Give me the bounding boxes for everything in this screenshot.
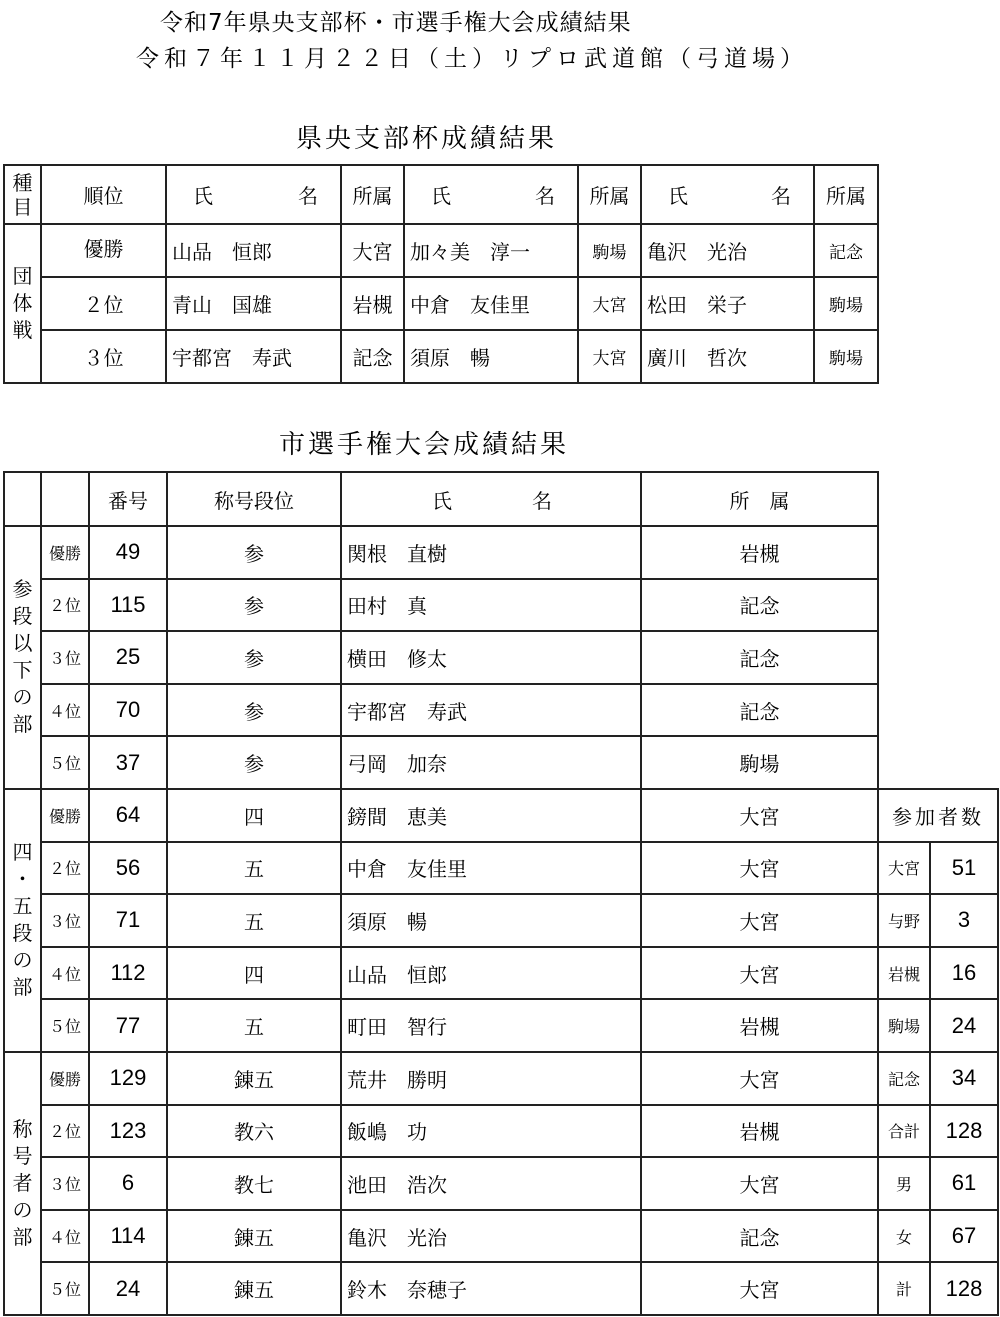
header-name: 氏 名 [404,165,578,224]
header-name: 氏 名 [166,165,341,224]
table-row [4,999,998,1052]
name: 亀沢 光治 [341,1210,641,1263]
name: 弓岡 加奈 [341,736,641,789]
grade: 四 [167,789,341,842]
name: 田村 真 [341,579,641,632]
participants-value: 16 [930,947,998,1000]
document-title: 令和7年県央支部杯・市選手権大会成績結果 [160,10,632,36]
number: 123 [89,1105,167,1158]
header-division [4,472,41,526]
affiliation: 大宮 [641,789,878,842]
affiliation: 大宮 [641,894,878,947]
header-grade: 称号段位 [167,472,341,526]
table-row [4,1052,998,1105]
name: 宇都宮 寿武 [341,684,641,737]
number: 49 [89,526,167,579]
header-affiliation: 所 属 [641,472,878,526]
grade: 五 [167,999,341,1052]
name: 鎊間 恵美 [341,789,641,842]
number: 112 [89,947,167,1000]
member-affiliation: 記念 [341,330,404,383]
grade: 四 [167,947,341,1000]
number: 6 [89,1157,167,1210]
header-rank [41,472,89,526]
table-row [4,842,998,895]
participants-value: 67 [930,1210,998,1263]
affiliation: 記念 [641,684,878,737]
header-affiliation: 所属 [578,165,641,224]
member-name: 宇都宮 寿武 [166,330,341,383]
member-name: 青山 国雄 [166,277,341,330]
member-name: 山品 恒郎 [166,224,341,277]
member-affiliation: 大宮 [578,330,641,383]
rank: ３位 [41,894,89,947]
affiliation: 大宮 [641,947,878,1000]
rank: ２位 [41,842,89,895]
rank: ５位 [41,1262,89,1315]
affiliation: 記念 [641,631,878,684]
member-affiliation: 記念 [814,224,878,277]
number: 129 [89,1052,167,1105]
table-row [4,277,878,330]
category-team-event: 団 体 戦 [4,224,41,383]
grade: 参 [167,631,341,684]
number: 25 [89,631,167,684]
participants-value: 128 [930,1105,998,1158]
participants-label: 大宮 [878,842,930,895]
division-label: 称 号 者 の 部 [4,1052,41,1315]
member-name: 廣川 哲次 [641,330,814,383]
member-name: 亀沢 光治 [641,224,814,277]
table-row [4,330,878,383]
rank: 優勝 [41,224,166,277]
number: 64 [89,789,167,842]
number: 71 [89,894,167,947]
participants-label: 計 [878,1262,930,1315]
affiliation: 大宮 [641,1157,878,1210]
rank: 優勝 [41,789,89,842]
member-affiliation: 駒場 [814,330,878,383]
affiliation: 岩槻 [641,1105,878,1158]
rank: ３位 [41,1157,89,1210]
participants-label: 与野 [878,894,930,947]
name: 須原 暢 [341,894,641,947]
table-row [4,1210,998,1263]
team-cup-header-row [4,165,878,224]
participants-value: 51 [930,842,998,895]
grade: 参 [167,684,341,737]
member-affiliation: 岩槻 [341,277,404,330]
participants-label: 合計 [878,1105,930,1158]
table-row [4,789,998,842]
participants-label: 駒場 [878,999,930,1052]
table-row [4,1157,998,1210]
grade: 参 [167,579,341,632]
affiliation: 記念 [641,579,878,632]
number: 37 [89,736,167,789]
header-rank: 順位 [41,165,166,224]
name: 山品 恒郎 [341,947,641,1000]
participants-label: 記念 [878,1052,930,1105]
table-row [4,224,878,277]
rank: ３位 [41,631,89,684]
member-name: 松田 栄子 [641,277,814,330]
affiliation: 岩槻 [641,526,878,579]
division-label: 四 ・ 五 段 の 部 [4,789,41,1052]
participants-label: 男 [878,1157,930,1210]
grade: 参 [167,736,341,789]
participants-title: 参加者数 [878,789,998,842]
rank: ４位 [41,947,89,1000]
team-cup-title: 県央支部杯成績結果 [296,124,558,154]
member-name: 加々美 淳一 [404,224,578,277]
affiliation: 大宮 [641,1262,878,1315]
member-affiliation: 駒場 [578,224,641,277]
grade: 錬五 [167,1210,341,1263]
number: 56 [89,842,167,895]
name: 町田 智行 [341,999,641,1052]
name: 荒井 勝明 [341,1052,641,1105]
participants-value: 128 [930,1262,998,1315]
table-row [4,1105,998,1158]
name: 関根 直樹 [341,526,641,579]
number: 70 [89,684,167,737]
header-name: 氏 名 [341,472,641,526]
member-affiliation: 大宮 [578,277,641,330]
rank: ５位 [41,736,89,789]
name: 飯嶋 功 [341,1105,641,1158]
affiliation: 駒場 [641,736,878,789]
member-name: 須原 暢 [404,330,578,383]
header-affiliation: 所属 [814,165,878,224]
name: 横田 修太 [341,631,641,684]
affiliation: 岩槻 [641,999,878,1052]
grade: 五 [167,842,341,895]
rank: ４位 [41,1210,89,1263]
grade: 教七 [167,1157,341,1210]
grade: 五 [167,894,341,947]
participants-value: 24 [930,999,998,1052]
city-header-row [4,472,998,526]
rank: ５位 [41,999,89,1052]
rank: ２位 [41,1105,89,1158]
header-name: 氏 名 [641,165,814,224]
rank: 優勝 [41,1052,89,1105]
header-category: 種 目 [4,165,41,224]
grade: 参 [167,526,341,579]
participants-value: 3 [930,894,998,947]
affiliation: 記念 [641,1210,878,1263]
table-row [4,526,998,579]
participants-label: 岩槻 [878,947,930,1000]
table-row [4,1262,998,1315]
number: 77 [89,999,167,1052]
rank: 優勝 [41,526,89,579]
event-date-venue: 令和７年１１月２２日（土）リプロ武道館（弓道場） [136,46,808,72]
participants-value: 61 [930,1157,998,1210]
division-label: 参 段 以 下 の 部 [4,526,41,789]
member-affiliation: 駒場 [814,277,878,330]
name: 池田 浩次 [341,1157,641,1210]
city-championship-table [3,471,999,1316]
name: 鈴木 奈穂子 [341,1262,641,1315]
number: 115 [89,579,167,632]
participants-label: 女 [878,1210,930,1263]
member-name: 中倉 友佳里 [404,277,578,330]
table-row [4,684,998,737]
participants-value: 34 [930,1052,998,1105]
name: 中倉 友佳里 [341,842,641,895]
number: 114 [89,1210,167,1263]
header-number: 番号 [89,472,167,526]
rank: ３位 [41,330,166,383]
table-row [4,894,998,947]
city-championship-title: 市選手権大会成績結果 [279,430,570,460]
rank: ２位 [41,277,166,330]
table-row [4,947,998,1000]
rank: ２位 [41,579,89,632]
affiliation: 大宮 [641,842,878,895]
affiliation: 大宮 [641,1052,878,1105]
grade: 錬五 [167,1262,341,1315]
member-affiliation: 大宮 [341,224,404,277]
grade: 錬五 [167,1052,341,1105]
team-cup-table [3,164,879,384]
table-row [4,631,998,684]
rank: ４位 [41,684,89,737]
header-affiliation: 所属 [341,165,404,224]
grade: 教六 [167,1105,341,1158]
table-row [4,579,998,632]
number: 24 [89,1262,167,1315]
table-row [4,736,998,789]
